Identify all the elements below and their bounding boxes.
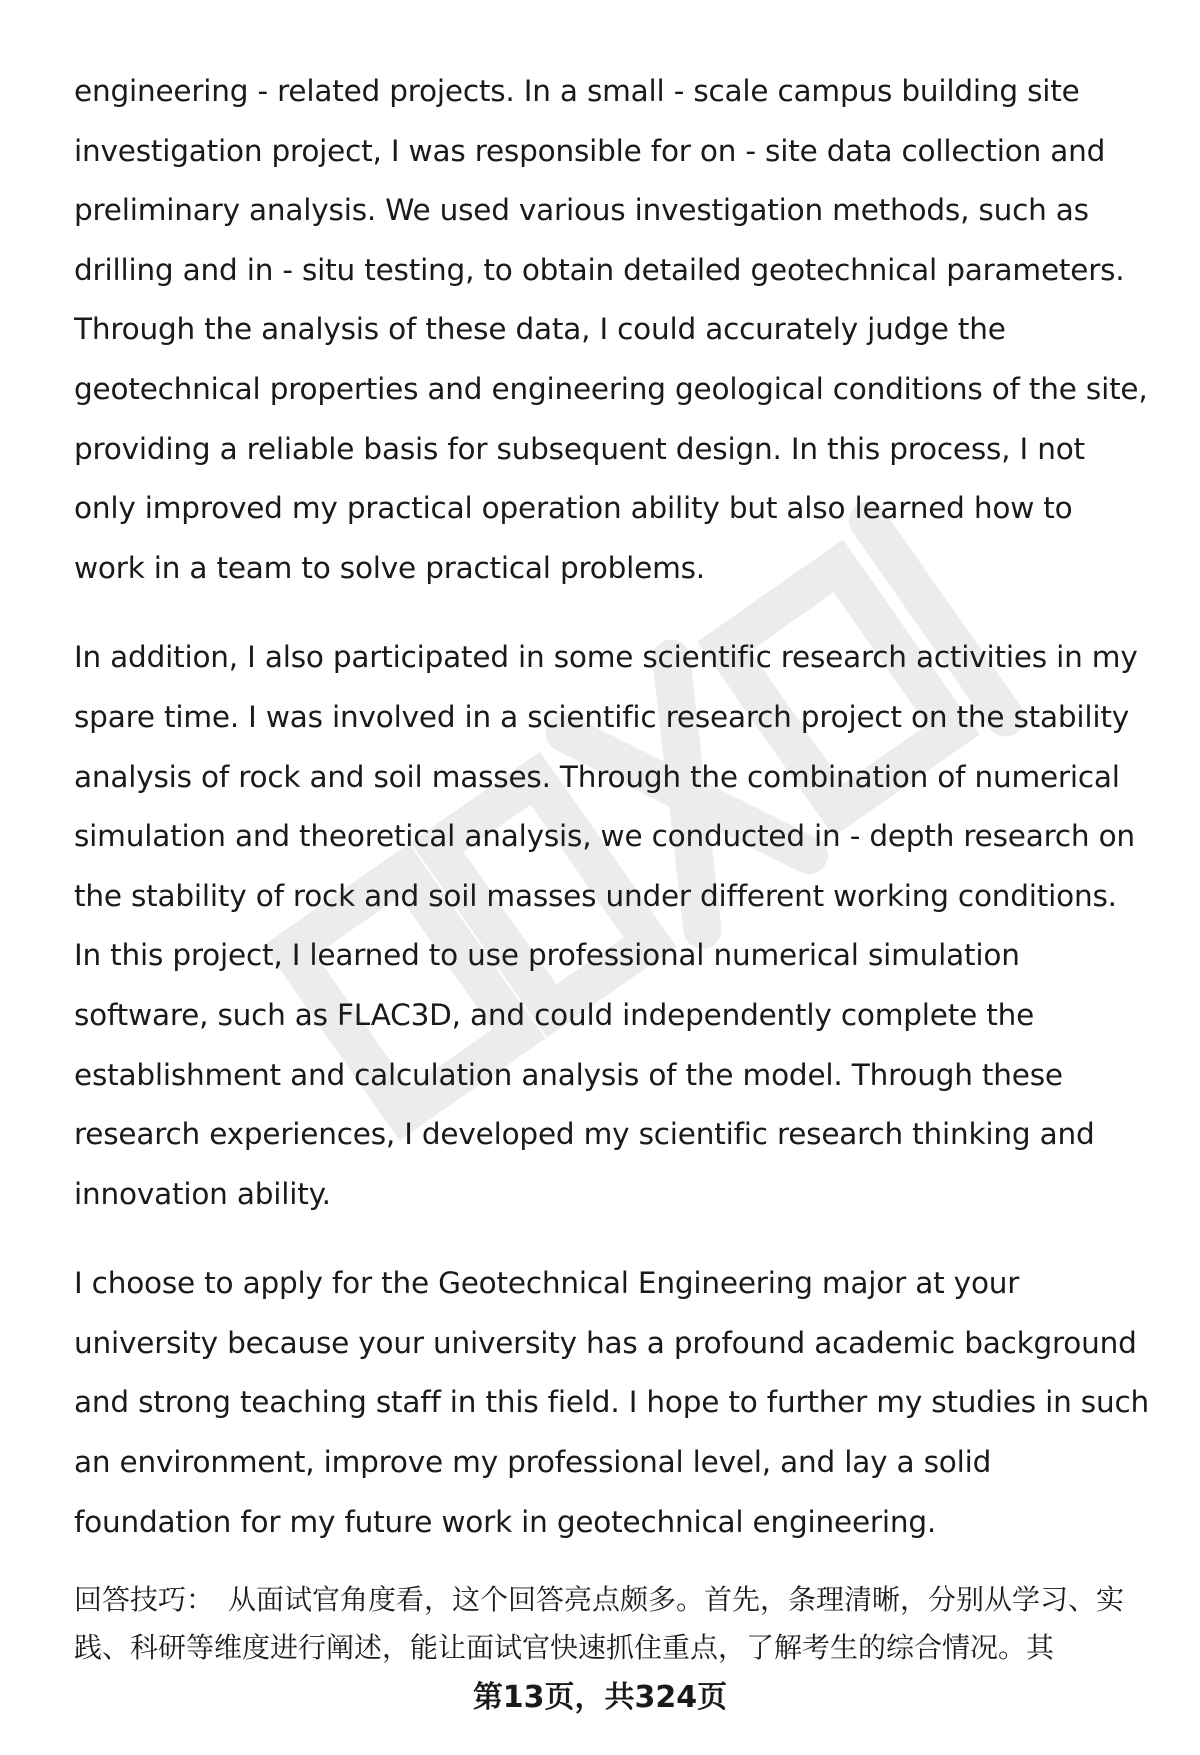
paragraph-project-experience: engineering - related projects. In a small - scale campus building site investigation project, I was responsible for on - site data collection and preliminary analysis. We used various investigation methods, such as drilling and in - situ testing, to obtain detailed geotechnical parameters. Through the analysis of these data, I could accurately judge the geotechnical properties and engineering geological conditions of the site, providing a reliable basis for subsequent design. In this process, I not only improved my practical operation ability but also learned how to work in a team to solve practical problems.	[74, 74, 1148, 585]
answer-tips-label: 回答技巧：	[74, 1583, 215, 1617]
page-number: 第13页，共324页	[472, 1680, 728, 1715]
paragraph-application-reason: I choose to apply for the Geotechnical Engineering major at your university because your university has a profound academic background and strong teaching staff in this field. I hope to further my studies in such an environment, improve my professional level, and lay a solid foundation for my future work in geotechnical engineering.	[74, 1266, 1149, 1539]
answer-tips	[74, 1576, 1149, 1672]
answer-tips-text: 从面试官角度看，这个回答亮点颇多。首先，条理清晰，分别从学习、实践、科研等维度进行阐述，能让面试官快速抓住重点，了解考生的综合情况。其	[74, 1583, 1125, 1665]
paragraph-research-experience: In addition, I also participated in some scientific research activities in my spare time. I was involved in a scientific research project on the stability analysis of rock and soil masses. Through the combination of numerical simulation and theoretical analysis, we conducted in - depth research on the stability of rock and soil masses under different working conditions. In this project, I learned to use professional numerical simulation software, such as FLAC3D, and could independently complete the establishment and calculation analysis of the model. Through these research experiences, I developed my scientific research thinking and innovation ability.	[74, 640, 1138, 1211]
document-page	[74, 62, 1149, 1672]
